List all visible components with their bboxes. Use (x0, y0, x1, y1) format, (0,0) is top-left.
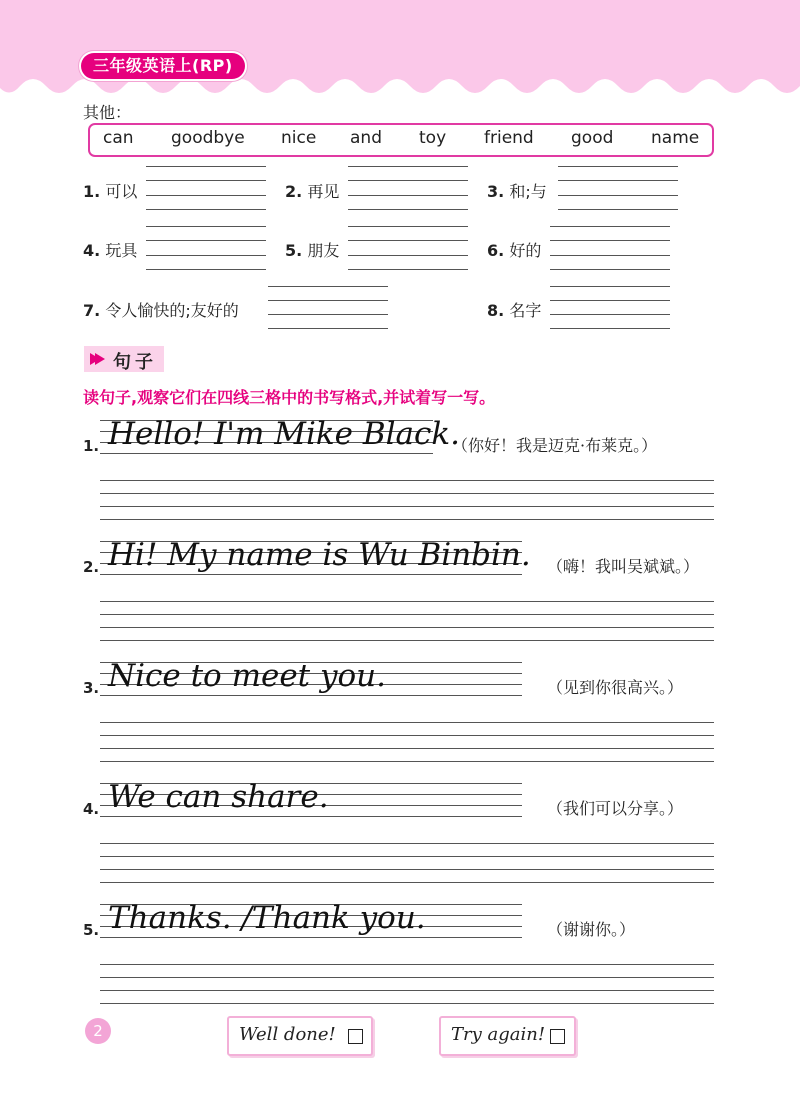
sentence-chinese: （我们可以分享。） (547, 799, 684, 818)
vocab-item-3: 3. 和;与 (487, 182, 547, 201)
word-name: name (651, 128, 700, 148)
writing-line (550, 328, 670, 329)
well-done-checkbox[interactable]: Well done! (227, 1016, 373, 1056)
word-goodbye: goodbye (171, 128, 245, 148)
writing-line (550, 240, 670, 241)
vocab-item-4: 4. 玩具 (83, 241, 138, 260)
example-line (100, 695, 522, 696)
sentence-number: 4. (83, 800, 100, 818)
word-nice: nice (281, 128, 317, 148)
vocab-item-2: 2. 再见 (285, 182, 340, 201)
sentence-chinese: （嗨！我叫吴斌斌。） (547, 557, 700, 576)
checkbox-square[interactable] (348, 1029, 363, 1044)
writing-line (348, 166, 468, 167)
practice-line[interactable] (100, 640, 714, 641)
writing-line (348, 195, 468, 196)
word-and: and (350, 128, 382, 148)
word-good: good (571, 128, 614, 148)
practice-line[interactable] (100, 480, 714, 481)
sentence-english: Thanks. /Thank you. (108, 900, 426, 936)
sentence-english: Hi! My name is Wu Binbin. (108, 537, 531, 573)
word-friend: friend (484, 128, 534, 148)
practice-line[interactable] (100, 977, 714, 978)
vocab-item-1: 1. 可以 (83, 182, 138, 201)
writing-line (268, 328, 388, 329)
writing-line (558, 195, 678, 196)
sentence-number: 3. (83, 679, 100, 697)
writing-line (146, 226, 266, 227)
writing-line (146, 195, 266, 196)
writing-line (268, 286, 388, 287)
writing-line (268, 300, 388, 301)
practice-line[interactable] (100, 506, 714, 507)
practice-line[interactable] (100, 748, 714, 749)
practice-line[interactable] (100, 614, 714, 615)
practice-line[interactable] (100, 519, 714, 520)
writing-line (558, 180, 678, 181)
writing-line (146, 269, 266, 270)
writing-line (146, 166, 266, 167)
practice-line[interactable] (100, 843, 714, 844)
grade-badge: 三年级英语上(RP) (81, 53, 245, 79)
sentence-english: Hello! I'm Mike Black. (108, 416, 461, 452)
writing-line (550, 300, 670, 301)
section-header: 句子 (84, 346, 164, 372)
vocab-item-8: 8. 名字 (487, 301, 542, 320)
writing-line (146, 240, 266, 241)
writing-line (550, 286, 670, 287)
sentence-english: Nice to meet you. (108, 658, 386, 694)
sentence-english: We can share. (108, 779, 329, 815)
sentence-number: 5. (83, 921, 100, 939)
practice-line[interactable] (100, 869, 714, 870)
writing-line (558, 209, 678, 210)
sentence-number: 2. (83, 558, 100, 576)
writing-line (550, 269, 670, 270)
sentence-chinese: （谢谢你。） (547, 920, 636, 939)
writing-line (348, 255, 468, 256)
practice-line[interactable] (100, 627, 714, 628)
writing-line (146, 180, 266, 181)
writing-line (146, 209, 266, 210)
vocab-item-6: 6. 好的 (487, 241, 542, 260)
practice-line[interactable] (100, 990, 714, 991)
practice-line[interactable] (100, 761, 714, 762)
writing-line (348, 269, 468, 270)
writing-line (348, 240, 468, 241)
practice-line[interactable] (100, 964, 714, 965)
vocab-item-7: 7. 令人愉快的;友好的 (83, 301, 239, 320)
sentence-number: 1. (83, 437, 100, 455)
writing-line (146, 255, 266, 256)
sentence-chinese: （你好！我是迈克·布莱克。） (452, 436, 658, 455)
word-can: can (103, 128, 134, 148)
word-toy: toy (419, 128, 447, 148)
practice-line[interactable] (100, 856, 714, 857)
writing-line (348, 180, 468, 181)
writing-line (348, 209, 468, 210)
example-line (100, 937, 522, 938)
header-wave-banner (0, 0, 800, 100)
practice-line[interactable] (100, 722, 714, 723)
writing-line (550, 255, 670, 256)
practice-line[interactable] (100, 735, 714, 736)
word-bank-label: 其他： (83, 103, 132, 122)
writing-line (550, 226, 670, 227)
writing-line (550, 314, 670, 315)
writing-line (558, 166, 678, 167)
practice-line[interactable] (100, 601, 714, 602)
vocab-item-5: 5. 朋友 (285, 241, 340, 260)
practice-line[interactable] (100, 1003, 714, 1004)
example-line (100, 453, 433, 454)
page-number: 2 (85, 1018, 111, 1044)
sentence-chinese: （见到你很高兴。） (547, 678, 684, 697)
try-again-checkbox[interactable]: Try again! (439, 1016, 576, 1056)
writing-line (348, 226, 468, 227)
example-line (100, 574, 522, 575)
checkbox-square[interactable] (550, 1029, 565, 1044)
writing-line (268, 314, 388, 315)
example-line (100, 816, 522, 817)
instruction-text: 读句子,观察它们在四线三格中的书写格式,并试着写一写。 (83, 388, 496, 407)
practice-line[interactable] (100, 882, 714, 883)
practice-line[interactable] (100, 493, 714, 494)
